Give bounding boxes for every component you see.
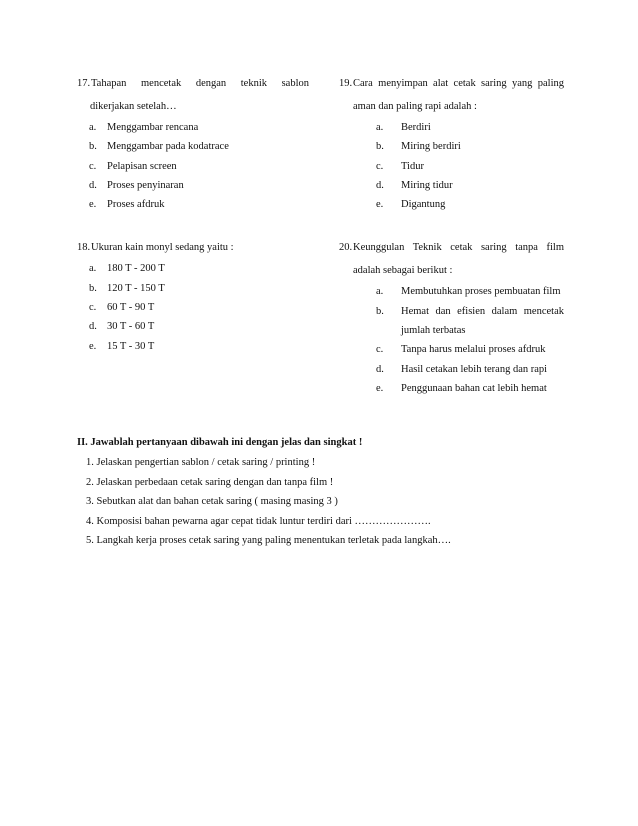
option-d xyxy=(89,317,309,336)
options-list xyxy=(77,118,309,214)
right-column xyxy=(339,72,564,398)
option-text-continued: jumlah terbatas xyxy=(401,325,466,337)
option-letter: e. xyxy=(89,199,97,211)
question-line: adalah sebagai berikut : xyxy=(353,265,453,277)
option-text: Miring berdiri xyxy=(401,141,461,153)
question-line: aman dan paling rapi adalah : xyxy=(353,101,477,112)
option-letter: c. xyxy=(376,160,384,172)
options-list xyxy=(339,282,564,398)
question-line: Keunggulan Teknik cetak saring tanpa film xyxy=(353,242,564,254)
question-line: Tahapan mencetak dengan teknik sablon xyxy=(91,78,309,89)
essay-section xyxy=(77,433,557,551)
option-text: Tidur xyxy=(401,160,424,172)
essay-list xyxy=(77,453,557,551)
option-text: Pelapisan screen xyxy=(107,160,177,172)
option-letter: d. xyxy=(89,179,97,191)
essay-item: 1. Jelaskan pengertian sablon / cetak saring / printing ! xyxy=(86,457,316,468)
question-number: 18. xyxy=(77,242,91,254)
option-letter: b. xyxy=(89,141,97,153)
option-text: Berdiri xyxy=(401,122,431,133)
question-number: 17. xyxy=(77,78,91,89)
question-number: 20. xyxy=(339,242,353,254)
question-line: dikerjakan setelah… xyxy=(90,101,177,112)
option-letter: e. xyxy=(376,382,384,394)
option-a xyxy=(376,282,564,301)
question-17-text xyxy=(77,72,309,95)
option-b xyxy=(89,137,309,156)
option-d xyxy=(89,176,309,195)
question-19 xyxy=(339,72,564,214)
option-letter: e. xyxy=(89,340,97,352)
option-text: Miring tidur xyxy=(401,179,453,191)
option-text: 60 T - 90 T xyxy=(107,302,155,314)
option-letter: b. xyxy=(376,141,384,153)
option-e xyxy=(89,195,309,214)
option-c xyxy=(89,157,309,176)
option-letter: a. xyxy=(89,122,97,133)
option-letter: e. xyxy=(376,199,384,211)
option-text: Menggambar pada kodatrace xyxy=(107,141,229,153)
option-a xyxy=(376,118,564,137)
option-text: 180 T - 200 T xyxy=(107,263,165,275)
options-list xyxy=(339,118,564,214)
option-e xyxy=(89,337,309,356)
option-text: Proses afdruk xyxy=(107,199,165,211)
option-letter: a. xyxy=(376,122,384,133)
option-a xyxy=(89,118,309,137)
option-text: 30 T - 60 T xyxy=(107,321,155,333)
option-d xyxy=(376,176,564,195)
question-18-text xyxy=(77,236,309,259)
question-17 xyxy=(77,72,309,214)
option-c xyxy=(376,157,564,176)
option-text: Membutuhkan proses pembuatan film xyxy=(401,286,561,298)
option-letter: b. xyxy=(376,305,384,317)
option-c xyxy=(376,340,564,359)
option-letter: d. xyxy=(89,321,97,333)
essay-item: 4. Komposisi bahan pewarna agar cepat tidak luntur terdiri dari …………………. xyxy=(86,515,431,527)
option-b xyxy=(89,279,309,298)
question-line: Ukuran kain monyl sedang yaitu : xyxy=(91,242,234,254)
option-text: Tanpa harus melalui proses afdruk xyxy=(401,344,546,356)
option-b xyxy=(376,302,564,341)
option-letter: a. xyxy=(89,263,97,275)
option-letter: c. xyxy=(89,302,97,314)
option-a xyxy=(89,259,309,278)
option-e xyxy=(376,379,564,398)
options-list xyxy=(77,259,309,355)
option-letter: b. xyxy=(89,282,97,294)
essay-item: 2. Jelaskan perbedaan cetak saring dengan dan tanpa film ! xyxy=(86,476,334,488)
option-letter: c. xyxy=(376,344,384,356)
option-text: Penggunaan bahan cat lebih hemat xyxy=(401,382,547,394)
option-e xyxy=(376,195,564,214)
question-number: 19. xyxy=(339,78,353,89)
question-19-text xyxy=(339,72,564,95)
option-text: Hemat dan efisien dalam mencetak xyxy=(401,305,564,317)
question-20-text xyxy=(339,236,564,259)
essay-item: 5. Langkah kerja proses cetak saring yang paling menentukan terletak pada langkah…. xyxy=(86,535,451,547)
option-letter: a. xyxy=(376,286,384,298)
left-column xyxy=(77,72,309,356)
option-letter: c. xyxy=(89,160,97,172)
option-text: Hasil cetakan lebih terang dan rapi xyxy=(401,363,548,375)
option-text: 15 T - 30 T xyxy=(107,340,155,352)
essay-item: 3. Sebutkan alat dan bahan cetak saring ( masing masing 3 ) xyxy=(86,496,338,508)
option-text: Menggambar rencana xyxy=(107,122,199,133)
option-b xyxy=(376,137,564,156)
question-20 xyxy=(339,236,564,398)
section-title: II. Jawablah pertanyaan dibawah ini dengan jelas dan singkat ! xyxy=(77,437,363,448)
option-letter: d. xyxy=(376,179,384,191)
option-d xyxy=(376,360,564,379)
option-letter: d. xyxy=(376,363,384,375)
option-text: Proses penyinaran xyxy=(107,179,184,191)
option-text: 120 T - 150 T xyxy=(107,282,165,294)
question-18 xyxy=(77,236,309,355)
question-line: Cara menyimpan alat cetak saring yang paling xyxy=(353,78,564,89)
option-text: Digantung xyxy=(401,199,446,211)
option-c xyxy=(89,298,309,317)
